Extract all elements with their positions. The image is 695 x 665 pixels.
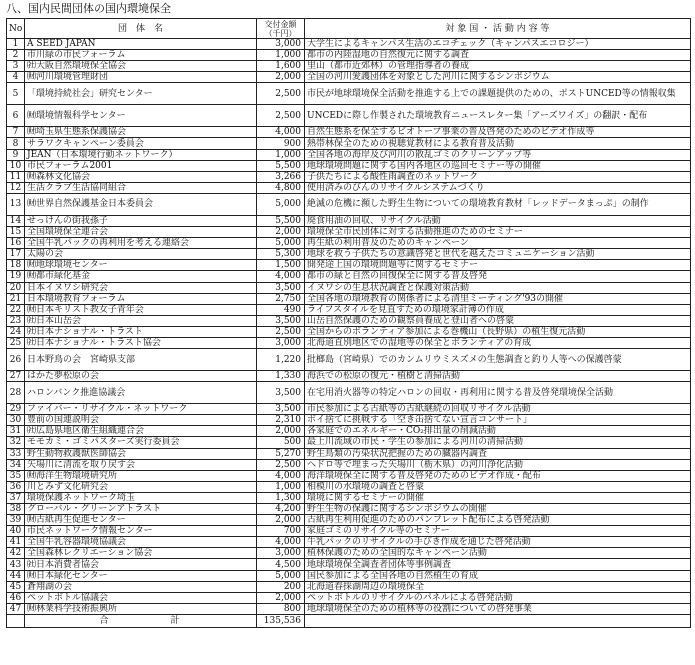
row-number: 25 bbox=[7, 337, 25, 348]
grant-amount: 5,500 bbox=[257, 215, 305, 226]
organization-name: ㈳日本ナショナル・トラスト bbox=[25, 326, 257, 337]
row-number: 33 bbox=[7, 448, 25, 459]
table-row bbox=[7, 238, 691, 249]
organization-name: 生活クラブ生活協同組合 bbox=[25, 182, 257, 193]
activity-description: 海洋環境保全に関する普及啓発のためのビデオ作成・配布 bbox=[305, 470, 691, 481]
table-row bbox=[7, 61, 691, 72]
organization-name: 矢場川に清流を取り戻す会 bbox=[25, 459, 257, 470]
activity-description: イヌワシの生息状況調査と保護対策活動 bbox=[305, 282, 691, 293]
organization-name: 市民ネットワーク情報センター bbox=[25, 526, 257, 537]
organization-name: ㈳大阪自然環境保全協会 bbox=[25, 61, 257, 72]
organization-name: 環境保護ネットワーク埼玉 bbox=[25, 492, 257, 503]
organization-name: 「環境持続社会」研究センター bbox=[25, 83, 257, 105]
row-number: 11 bbox=[7, 171, 25, 182]
grant-amount: 3,500 bbox=[257, 315, 305, 326]
grant-amount: 5,000 bbox=[257, 570, 305, 581]
grant-amount: 2,000 bbox=[257, 592, 305, 603]
table-row bbox=[7, 559, 691, 570]
grant-amount: 5,270 bbox=[257, 448, 305, 459]
organization-name: 市川緑の市民フォーラム bbox=[25, 50, 257, 61]
row-number: 34 bbox=[7, 459, 25, 470]
activity-description: 山岳自然保護のための観察員養成と登山者への啓蒙 bbox=[305, 315, 691, 326]
grant-amount: 1,220 bbox=[257, 349, 305, 371]
table-row bbox=[7, 127, 691, 138]
organization-name: 市民フォーラム2001 bbox=[25, 160, 257, 171]
row-number: 39 bbox=[7, 515, 25, 526]
activity-description: 牛乳パックのリサイクルの手びき作成を通じた啓発活動 bbox=[305, 537, 691, 548]
grant-amount: 2,000 bbox=[257, 515, 305, 526]
table-row bbox=[7, 249, 691, 260]
row-number: 20 bbox=[7, 282, 25, 293]
activity-description: 古紙再生利用促進のためのパンフレット配布による啓発活動 bbox=[305, 515, 691, 526]
table-row bbox=[7, 282, 691, 293]
row-number: 37 bbox=[7, 492, 25, 503]
row-number: 14 bbox=[7, 215, 25, 226]
grant-amount: 4,200 bbox=[257, 504, 305, 515]
table-row bbox=[7, 426, 691, 437]
table-row bbox=[7, 39, 691, 50]
table-row bbox=[7, 470, 691, 481]
grant-amount: 3,000 bbox=[257, 548, 305, 559]
table-row bbox=[7, 448, 691, 459]
grant-amount: 1,500 bbox=[257, 260, 305, 271]
grant-amount: 1,300 bbox=[257, 492, 305, 503]
row-number: 45 bbox=[7, 581, 25, 592]
activity-description: 絶滅の危機に瀕した野生生物についての環境教育教材「レッドデータまっぷ」の制作 bbox=[305, 193, 691, 215]
grant-amount: 3,500 bbox=[257, 282, 305, 293]
activity-description: 植林保護のための全国的なキャンペーン活動 bbox=[305, 548, 691, 559]
activity-description: 使用済みのびんのリサイクルシステムづくり bbox=[305, 182, 691, 193]
table-row bbox=[7, 304, 691, 315]
row-number: 16 bbox=[7, 238, 25, 249]
table-row bbox=[7, 337, 691, 348]
row-number: 32 bbox=[7, 437, 25, 448]
row-number: 9 bbox=[7, 149, 25, 160]
grant-amount: 3,500 bbox=[257, 404, 305, 415]
organization-name: 全国森林レクリエーション協会 bbox=[25, 548, 257, 559]
table-row bbox=[7, 260, 691, 271]
row-number: 1 bbox=[7, 39, 25, 50]
row-number: 38 bbox=[7, 504, 25, 515]
organization-name: 全国牛乳容器環境協議会 bbox=[25, 537, 257, 548]
organization-name: ㈶地球環境センター bbox=[25, 260, 257, 271]
organization-name: 太陽の会 bbox=[25, 249, 257, 260]
organization-name: ㈳日本ナショナル・トラスト協会 bbox=[25, 337, 257, 348]
organization-name: ㈶林業科学技術振興所 bbox=[25, 603, 257, 614]
activity-description: 全国からのボランティア参加による巻機山（長野県）の植生復元活動 bbox=[305, 326, 691, 337]
grant-amount: 5,000 bbox=[257, 238, 305, 249]
grant-amount: 1,330 bbox=[257, 371, 305, 382]
table-row bbox=[7, 349, 691, 371]
grant-amount: 2,000 bbox=[257, 72, 305, 83]
table-row bbox=[7, 83, 691, 105]
organization-name: せっけんの街我孫子 bbox=[25, 215, 257, 226]
row-number: 28 bbox=[7, 382, 25, 404]
table-row bbox=[7, 293, 691, 304]
table-row bbox=[7, 326, 691, 337]
grant-amount: 2,750 bbox=[257, 293, 305, 304]
total-row bbox=[7, 614, 691, 627]
grant-amount: 1,000 bbox=[257, 149, 305, 160]
grant-amount: 1,000 bbox=[257, 50, 305, 61]
grant-amount: 3,500 bbox=[257, 382, 305, 404]
activity-description: 各家庭でのエネルギー・CO₂排出量の削減活動 bbox=[305, 426, 691, 437]
row-number: 47 bbox=[7, 603, 25, 614]
organization-name: ペットボトル協議会 bbox=[25, 592, 257, 603]
activity-description: 地球環境保全調査者団体等事例調査 bbox=[305, 559, 691, 570]
header-activity: 対 象 国 ・ 活 動 内 容 等 bbox=[305, 19, 691, 39]
table-row bbox=[7, 72, 691, 83]
grant-amount: 2,310 bbox=[257, 415, 305, 426]
grant-amount: 490 bbox=[257, 304, 305, 315]
row-number: 30 bbox=[7, 415, 25, 426]
activity-description: ボイ捨てに挑戦する「空き缶捨てない宣言コンサート」 bbox=[305, 415, 691, 426]
table-row bbox=[7, 570, 691, 581]
table-row bbox=[7, 492, 691, 503]
activity-description: ヘドロ等で埋まった矢場川（栃木県）の河川浄化活動 bbox=[305, 459, 691, 470]
organization-name: A SEED JAPAN bbox=[25, 39, 257, 50]
row-number: 27 bbox=[7, 371, 25, 382]
header-amount-line1: 交付金額 bbox=[264, 19, 297, 29]
organization-name: 川とみず文化研究会 bbox=[25, 481, 257, 492]
grant-amount: 3,000 bbox=[257, 337, 305, 348]
activity-description: 地球環境保全のための植林等の役割についての啓発事業 bbox=[305, 603, 691, 614]
table-row bbox=[7, 537, 691, 548]
header-amount-line2: （千円） bbox=[264, 28, 297, 38]
row-number: 35 bbox=[7, 470, 25, 481]
activity-description: 熱帯林保全のための視聴覚教材による教育普及活動 bbox=[305, 138, 691, 149]
organization-name: グローバル・グリーンアトラスト bbox=[25, 504, 257, 515]
grant-amount: 800 bbox=[257, 603, 305, 614]
organization-name: ㈳広島県地区衛生組織連合会 bbox=[25, 426, 257, 437]
grant-amount: 2,500 bbox=[257, 83, 305, 105]
organization-name: 日本イヌワシ研究会 bbox=[25, 282, 257, 293]
grant-amount: 3,266 bbox=[257, 171, 305, 182]
activity-description: 地球環境問題に関する国内各地区の巡回セミナー等の開催 bbox=[305, 160, 691, 171]
row-number: 31 bbox=[7, 426, 25, 437]
table-row bbox=[7, 515, 691, 526]
organization-name: ㈳日本消費者協会 bbox=[25, 559, 257, 570]
table-row bbox=[7, 548, 691, 559]
table-row bbox=[7, 404, 691, 415]
organization-name: ㈶河川環境管理財団 bbox=[25, 72, 257, 83]
grant-amount: 3,000 bbox=[257, 39, 305, 50]
total-label-a: 合 bbox=[99, 615, 111, 626]
row-number: 15 bbox=[7, 227, 25, 238]
organization-name: はかた夢松原の会 bbox=[25, 371, 257, 382]
row-number: 6 bbox=[7, 105, 25, 127]
activity-description: 子供たちによる酸性雨調査のネットワーク bbox=[305, 171, 691, 182]
table-row bbox=[7, 382, 691, 404]
organization-name: モモカミ・ゴミパスターズ実行委員会 bbox=[25, 437, 257, 448]
activity-description: UNCEDに際し作製された環境教育ニュースレター集「アーズワイズ」の翻訳・配布 bbox=[305, 105, 691, 127]
table-row bbox=[7, 193, 691, 215]
grant-amount: 2,500 bbox=[257, 459, 305, 470]
header-no: No bbox=[7, 19, 25, 39]
grant-amount: 5,300 bbox=[257, 249, 305, 260]
table-row bbox=[7, 171, 691, 182]
activity-description: 市民参加による古紙等の古紙継続の回収リサイクル活動 bbox=[305, 404, 691, 415]
activity-description: 地球を救う子供たちの意識啓発と世代を越えたコミュニケーション活動 bbox=[305, 249, 691, 260]
organization-name: ㈶日本キリスト教女子青年会 bbox=[25, 304, 257, 315]
activity-description: 在宅用消火器等の特定ハロンの回収・再利用に関する普及啓発環境保全活動 bbox=[305, 382, 691, 404]
grant-amount: 900 bbox=[257, 138, 305, 149]
activity-description: 北海道直別地区での湿地等の保全とボランティアの育成 bbox=[305, 337, 691, 348]
row-number: 13 bbox=[7, 193, 25, 215]
activity-description: 野生鳥類の汚染状況把握のための臓器内調査 bbox=[305, 448, 691, 459]
grant-amount: 5,500 bbox=[257, 160, 305, 171]
grant-amount: 4,000 bbox=[257, 537, 305, 548]
organization-name: ハロンバンク推進協議会 bbox=[25, 382, 257, 404]
row-number: 36 bbox=[7, 481, 25, 492]
activity-description: ペットボトルのリサイクルのパネルによる啓発活動 bbox=[305, 592, 691, 603]
grant-amount: 500 bbox=[257, 437, 305, 448]
header-organization: 団 体 名 bbox=[25, 19, 257, 39]
activity-description: 都市の内陸湿地の自然復元に関する調査 bbox=[305, 50, 691, 61]
organization-name: ㈶森林文化協会 bbox=[25, 171, 257, 182]
activity-description: 批榔島（宮崎県）でのカンムリウミスズメの生態調査と釣り人等への保護啓蒙 bbox=[305, 349, 691, 371]
activity-description: 国民参加による全国各地の自然植生の育成 bbox=[305, 570, 691, 581]
table-row bbox=[7, 160, 691, 171]
grant-amount: 2,500 bbox=[257, 105, 305, 127]
organization-name: JEAN（日本環境行動ネットワーク） bbox=[25, 149, 257, 160]
row-number: 17 bbox=[7, 249, 25, 260]
grant-amount: 4,500 bbox=[257, 559, 305, 570]
activity-description: 市民が地球環境保全活動を推進する上での課題提供のための、ポストUNCED等の情報収集 bbox=[305, 83, 691, 105]
grant-amount: 700 bbox=[257, 526, 305, 537]
section-heading: 八、国内民間団体の国内環境保全 bbox=[6, 2, 171, 15]
row-number: 10 bbox=[7, 160, 25, 171]
grant-amount: 2,000 bbox=[257, 426, 305, 437]
table-row bbox=[7, 271, 691, 282]
organization-name: 日本環境教育フォーラム bbox=[25, 293, 257, 304]
row-number: 44 bbox=[7, 570, 25, 581]
grant-amount: 4,000 bbox=[257, 470, 305, 481]
row-number: 12 bbox=[7, 182, 25, 193]
table-row bbox=[7, 581, 691, 592]
activity-description: 都市の緑と自然の回復保全に関する普及啓発 bbox=[305, 271, 691, 282]
table-row bbox=[7, 603, 691, 614]
table-row bbox=[7, 149, 691, 160]
row-number: 23 bbox=[7, 315, 25, 326]
table-row bbox=[7, 526, 691, 537]
activity-description: 開発途上国の環境問題等に関するセミナー bbox=[305, 260, 691, 271]
table-header-row bbox=[7, 19, 691, 39]
grant-amount: 5,000 bbox=[257, 193, 305, 215]
table-row bbox=[7, 371, 691, 382]
table-row bbox=[7, 105, 691, 127]
organization-name: ㈶埼玉県生態系保護協会 bbox=[25, 127, 257, 138]
table-row bbox=[7, 504, 691, 515]
organization-name: ファイバー・リサイクル・ネットワーク bbox=[25, 404, 257, 415]
row-number: 29 bbox=[7, 404, 25, 415]
total-no-cell bbox=[7, 614, 25, 627]
row-number: 43 bbox=[7, 559, 25, 570]
activity-description: 再生紙の利用普及のためのキャンペーン bbox=[305, 238, 691, 249]
table-row bbox=[7, 459, 691, 470]
table-row bbox=[7, 592, 691, 603]
table-body bbox=[7, 39, 691, 615]
row-number: 42 bbox=[7, 548, 25, 559]
organization-name: 豊前の国連説明会 bbox=[25, 415, 257, 426]
table-row bbox=[7, 415, 691, 426]
activity-description: 自然生態系を保全するビオトープ事業の普及啓発のためのビデオ作成等 bbox=[305, 127, 691, 138]
table-row bbox=[7, 138, 691, 149]
row-number: 26 bbox=[7, 349, 25, 371]
table-row bbox=[7, 182, 691, 193]
row-number: 5 bbox=[7, 83, 25, 105]
activity-description: 大学生によるキャンパス生活のエコチェック（キャンパスエコロジー） bbox=[305, 39, 691, 50]
organization-name: ㈶海洋生物環境研究所 bbox=[25, 470, 257, 481]
organization-name: ㈶環境情報科学センター bbox=[25, 105, 257, 127]
organization-name: 全国牛乳パックの再利用を考える連絡会 bbox=[25, 238, 257, 249]
activity-description: 里山（都市近郊林）の管理指導者の養成 bbox=[305, 61, 691, 72]
grant-amount: 4,000 bbox=[257, 127, 305, 138]
total-label bbox=[25, 614, 257, 627]
activity-description: 海浜での松原の復元・植樹と清掃活動 bbox=[305, 371, 691, 382]
row-number: 7 bbox=[7, 127, 25, 138]
activity-description: 最上川流域の市民・学生の参加による河川の清掃活動 bbox=[305, 437, 691, 448]
row-number: 22 bbox=[7, 304, 25, 315]
grant-amount: 2,500 bbox=[257, 326, 305, 337]
table-row bbox=[7, 227, 691, 238]
row-number: 41 bbox=[7, 537, 25, 548]
organization-name: ㈶日本緑化センター bbox=[25, 570, 257, 581]
row-number: 18 bbox=[7, 260, 25, 271]
row-number: 21 bbox=[7, 293, 25, 304]
row-number: 4 bbox=[7, 72, 25, 83]
row-number: 3 bbox=[7, 61, 25, 72]
row-number: 19 bbox=[7, 271, 25, 282]
table-row bbox=[7, 481, 691, 492]
activity-description: ライフスタイルを見直すための環境家計簿の作成 bbox=[305, 304, 691, 315]
grants-table bbox=[6, 18, 691, 628]
activity-description: 全国各地の環境教育の関係者による清里ミーティング'93の開催 bbox=[305, 293, 691, 304]
organization-name: サラワクキャンペーン委員会 bbox=[25, 138, 257, 149]
row-number: 2 bbox=[7, 50, 25, 61]
total-label-b: 計 bbox=[170, 615, 182, 626]
organization-name: 野生動物救護獣医師協会 bbox=[25, 448, 257, 459]
organization-name: ㈶世界自然保護基金日本委員会 bbox=[25, 193, 257, 215]
activity-description: 廃食用油の回収、リサイクル活動 bbox=[305, 215, 691, 226]
activity-description: 野生生物の保護に関するシンポジウムの開催 bbox=[305, 504, 691, 515]
activity-description: 全国各地の海岸及び河川の散乱ゴミのクリーンアップ等 bbox=[305, 149, 691, 160]
organization-name: 日本野鳥の会 宮崎県支部 bbox=[25, 349, 257, 371]
row-number: 40 bbox=[7, 526, 25, 537]
total-activity-cell bbox=[305, 614, 691, 627]
grant-amount: 4,800 bbox=[257, 182, 305, 193]
grant-amount: 2,000 bbox=[257, 227, 305, 238]
activity-description: 相模川の水環境の調査と啓蒙 bbox=[305, 481, 691, 492]
activity-description: 全国の河川愛護団体を対象とした河川に関するシンポジウム bbox=[305, 72, 691, 83]
grant-amount: 1,600 bbox=[257, 61, 305, 72]
organization-name: 全国環境保全連合会 bbox=[25, 227, 257, 238]
organization-name: ㈶古紙再生促進センター bbox=[25, 515, 257, 526]
grant-amount: 200 bbox=[257, 581, 305, 592]
grant-amount: 1,000 bbox=[257, 481, 305, 492]
table-row bbox=[7, 50, 691, 61]
total-amount: 135,536 bbox=[257, 614, 305, 627]
header-amount bbox=[257, 19, 305, 39]
organization-name: 蒼翔湖の会 bbox=[25, 581, 257, 592]
table-row bbox=[7, 437, 691, 448]
grant-amount: 4,000 bbox=[257, 271, 305, 282]
organization-name: ㈳日本山岳会 bbox=[25, 315, 257, 326]
row-number: 46 bbox=[7, 592, 25, 603]
activity-description: 北海道春採湖周辺の環境保全 bbox=[305, 581, 691, 592]
activity-description: 環境に関するセミナーの開催 bbox=[305, 492, 691, 503]
table-row bbox=[7, 315, 691, 326]
table-row bbox=[7, 215, 691, 226]
activity-description: 環境保全市民団体に対する活動推進のためのセミナー bbox=[305, 227, 691, 238]
row-number: 8 bbox=[7, 138, 25, 149]
activity-description: 家庭ゴミのリサイクル等のセミナー bbox=[305, 526, 691, 537]
row-number: 24 bbox=[7, 326, 25, 337]
organization-name: ㈶都市緑化基金 bbox=[25, 271, 257, 282]
